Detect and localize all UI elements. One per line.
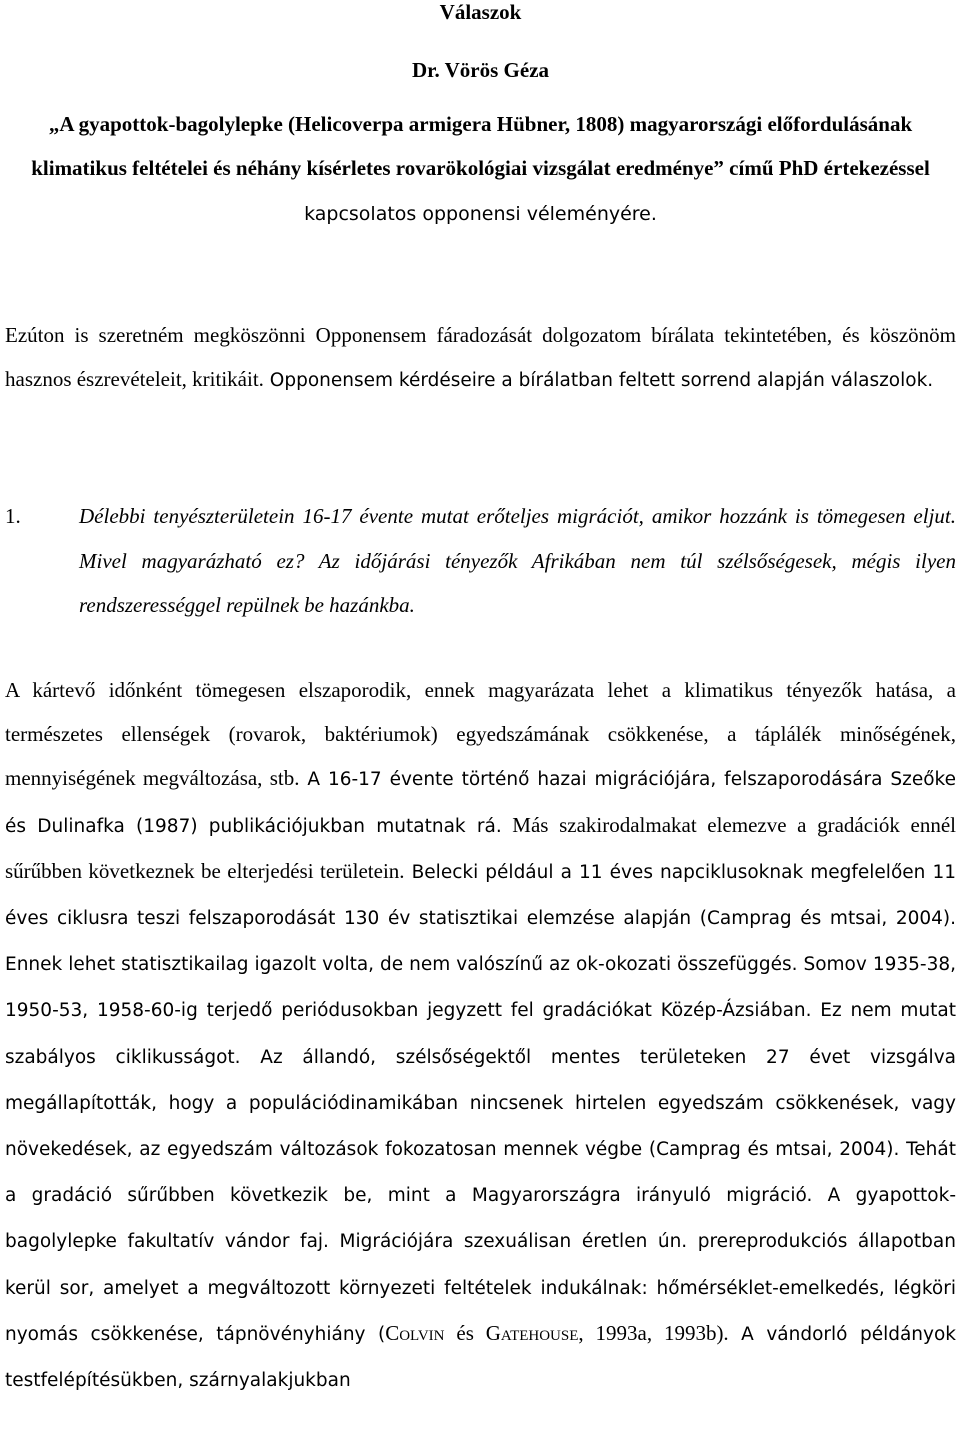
answer-paragraph bbox=[5, 668, 956, 1403]
answer-sentence-3: Más szakirodalmakat elemezve a gradációk ennél sűrűbben következnek be elterjedési területein. bbox=[5, 812, 956, 883]
answer-sentence-15: A vándorló példányok testfelépítésükben, szárnyalakjukban bbox=[5, 1323, 956, 1392]
answer-sentence-5: Ennek lehet statisztikailag igazolt volta, de nem valószínű az ok-okozati összefüggés. bbox=[5, 954, 798, 976]
answer-sentence-6: Somov 1935-38, 1950-53, 1958-60-ig terjedő periódusokban jegyzett fel gradációkat Közép-Ázsiában. bbox=[5, 954, 956, 1022]
question-1 bbox=[5, 494, 956, 627]
answer-sentence-12: prereprodukciós állapotban kerül sor, amelyet a megváltozott környezeti feltételek indukálnak: hőmérséklet-emelkedés, légköri nyomás csökkenése, tápnövényhiány ( bbox=[5, 1231, 956, 1345]
header bbox=[5, 0, 956, 88]
question-text: Délebbi tenyészterületein 16-17 évente mutat erőteljes migrációt, amikor hozzánk is tömegesen eljut. Mivel magyarázható ez? Az időjárási tényezők Afrikában nem túl szélsőségesek, mégis ilyen rendszerességgel repülnek be hazánkba. bbox=[79, 504, 956, 617]
answer-sentence-1: A kártevő időnként tömegesen elszaporodik, ennek magyarázata lehet a klimatikus tényezők hatása, a természetes ellenségek (rovarok, baktériumok) egyedszámának csökkenése, a táplálék minőségének, mennyiségének megváltozása, stb. bbox=[5, 678, 956, 791]
answer-connector: és bbox=[444, 1320, 486, 1345]
page-title: Válaszok bbox=[439, 0, 522, 24]
answer-sentence-4: Belecki például a 11 éves napciklusoknak megfelelően 11 éves ciklusra teszi felszaporodását 130 év statisztikai elemzése alapján (Camprag és mtsai, 2004). bbox=[5, 861, 956, 930]
subject-bold-text: „A gyapottok-bagolylepke (Helicoverpa armigera Hübner, 1808) magyarországi előfordulásának klimatikus feltételei és néhány kísérletes rovarökológiai vizsgálat eredménye” című PhD értekezéssel bbox=[31, 112, 930, 180]
answer-sentence-8: Az állandó, szélsőségektől mentes területeken 27 évet vizsgálva megállapították, hogy a populációdinamikában nincsenek hirtelen egyedszám csökkenések, vagy növekedések, az egyedszám változások fokozatosan mennek végbe (Camprag és mtsai, 2004). bbox=[5, 1046, 956, 1161]
document-subject bbox=[5, 102, 956, 236]
answer-sentence-10: A gyapottok-bagolylepke fakultatív vándor faj. bbox=[5, 1185, 956, 1253]
intro-part-1: Ezúton is szeretném megköszönni Opponensem fáradozását dolgozatom bírálata tekintetében, és köszönöm hasznos észrevételeit, kritikáit. bbox=[5, 323, 956, 392]
citation-gatehouse: Gatehouse bbox=[485, 1320, 579, 1345]
question-number: 1. bbox=[5, 504, 21, 529]
subject-light-text: kapcsolatos opponensi véleményére. bbox=[304, 203, 657, 225]
intro-paragraph bbox=[5, 313, 956, 403]
answer-sentence-11: Migrációjára szexuálisan éretlen ún. bbox=[328, 1231, 688, 1253]
citation-colvin: Colvin bbox=[385, 1320, 445, 1345]
answer-sentence-7: Ez nem mutat szabályos ciklikusságot. bbox=[5, 1000, 956, 1068]
answer-citation-years: , 1993a, 1993b). bbox=[578, 1320, 729, 1345]
answer-sentence-9: Tehát a gradáció sűrűbben következik be, mint a Magyarországra irányuló migráció. bbox=[5, 1139, 956, 1207]
answer-sentence-2: A 16-17 évente történő hazai migrációjára, felszaporodására Szeőke és Dulinafka (1987) publikációjukban mutatnak rá. bbox=[5, 769, 956, 837]
author-name: Dr. Vörös Géza bbox=[411, 58, 550, 82]
intro-part-2: Opponensem kérdéseire a bírálatban feltett sorrend alapján válaszolok. bbox=[263, 370, 934, 392]
